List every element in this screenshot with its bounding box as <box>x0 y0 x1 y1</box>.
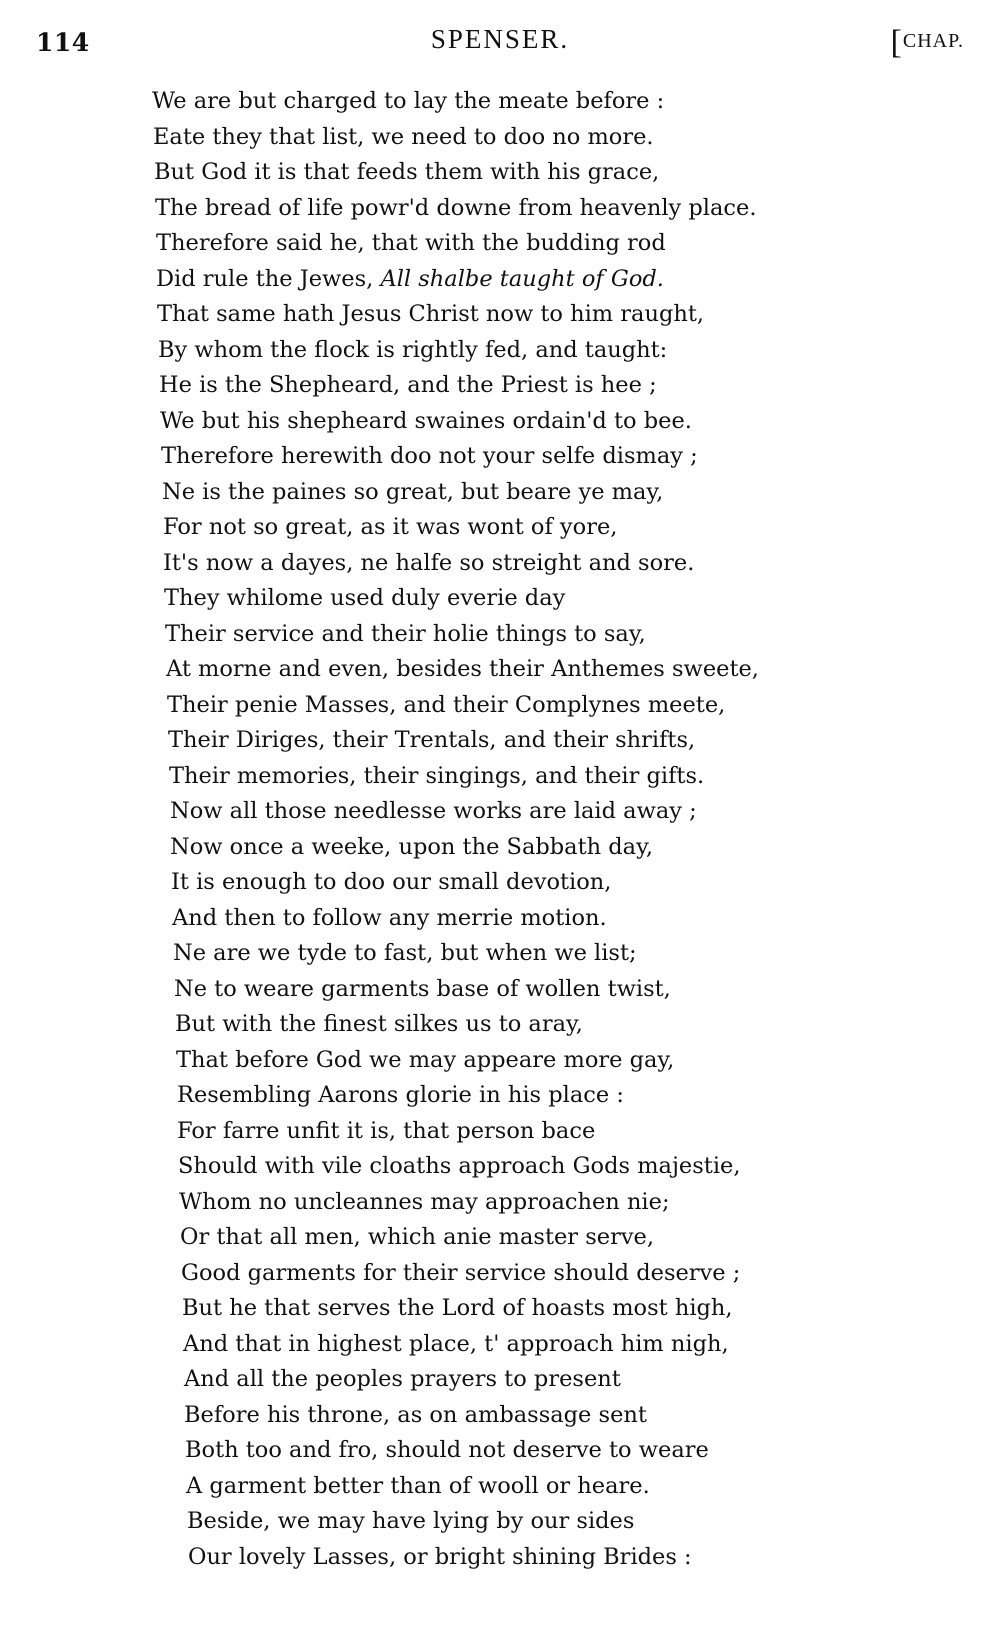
verse-line-text: And all the peoples prayers to present <box>184 1366 621 1392</box>
verse-line-text: Both too and fro, should not deserve to weare <box>185 1437 709 1463</box>
verse-line-text: Therefore herewith doo not your selfe dismay ; <box>161 443 698 469</box>
verse-line <box>0 830 1000 866</box>
verse-line <box>0 1114 1000 1150</box>
verse-line-text: We but his shepheard swaines ordain'd to bee. <box>160 407 692 434</box>
verse-line-italic: All shalbe taught of God. <box>380 265 664 292</box>
verse-line <box>0 1327 1000 1363</box>
verse-line-text: And then to follow any merrie motion. <box>172 904 607 931</box>
verse-line-text: That same hath Jesus Christ now to him raught, <box>157 301 705 327</box>
verse-line <box>0 1149 1000 1185</box>
verse-line <box>0 688 1000 724</box>
verse-line <box>0 1362 1000 1398</box>
verse-line-text: Their penie Masses, and their Complynes meete, <box>167 691 726 718</box>
verse-line <box>0 936 1000 972</box>
verse-line <box>0 652 1000 688</box>
page-number: 114 <box>36 28 90 57</box>
verse-line-text: But he that serves the Lord of hoasts most high, <box>182 1295 733 1321</box>
verse-line-text: Ne to weare garments base of wollen twist, <box>174 975 671 1002</box>
verse-line <box>0 155 1000 191</box>
verse-block <box>0 84 1000 1575</box>
verse-line <box>0 262 1000 298</box>
verse-line <box>0 723 1000 759</box>
verse-line <box>0 1540 1000 1576</box>
verse-line-text: Resembling Aarons glorie in his place : <box>177 1082 624 1108</box>
verse-line <box>0 1398 1000 1434</box>
verse-line <box>0 120 1000 156</box>
verse-line <box>0 1007 1000 1043</box>
verse-line-text: It's now a dayes, ne halfe so streight and sore. <box>163 549 695 576</box>
chapter-label: CHAP. <box>902 30 964 52</box>
verse-line <box>0 475 1000 511</box>
verse-line <box>0 191 1000 227</box>
verse-line-text: For farre unfit it is, that person bace <box>177 1117 596 1144</box>
verse-line <box>0 404 1000 440</box>
verse-line <box>0 333 1000 369</box>
verse-line <box>0 617 1000 653</box>
verse-line-text: Our lovely Lasses, or bright shining Brides : <box>188 1543 692 1570</box>
verse-line-text: The bread of life powr'd downe from heavenly place. <box>155 194 757 221</box>
verse-line-text: Eate they that list, we need to doo no more. <box>153 123 654 150</box>
verse-line <box>0 901 1000 937</box>
verse-line-text: For not so great, as it was wont of yore, <box>163 514 618 540</box>
verse-line-text: He is the Shepheard, and the Priest is hee ; <box>159 372 657 398</box>
verse-line-text: Whom no uncleannes may approachen nie; <box>179 1188 670 1215</box>
verse-line-text: By whom the flock is rightly fed, and taught: <box>158 336 668 363</box>
verse-line <box>0 368 1000 404</box>
verse-line-text: Their Diriges, their Trentals, and their shrifts, <box>168 727 696 753</box>
running-title: SPENSER. <box>430 24 570 54</box>
verse-line <box>0 1220 1000 1256</box>
verse-line <box>0 226 1000 262</box>
verse-line-text: Their service and their holie things to say, <box>165 620 646 647</box>
verse-line <box>0 297 1000 333</box>
verse-line-text: But God it is that feeds them with his grace, <box>154 159 660 185</box>
verse-line <box>0 1256 1000 1292</box>
chapter-mark <box>891 24 964 62</box>
verse-line <box>0 84 1000 120</box>
verse-line <box>0 439 1000 475</box>
chapter-bracket: [ <box>890 24 903 61</box>
verse-line-text: Now all those needlesse works are laid away ; <box>170 798 697 824</box>
verse-line-text: It is enough to doo our small devotion, <box>171 869 612 895</box>
verse-line <box>0 1433 1000 1469</box>
verse-line-text: But with the finest silkes us to aray, <box>175 1011 583 1037</box>
verse-line <box>0 546 1000 582</box>
verse-line-text: Ne are we tyde to fast, but when we list; <box>173 940 637 966</box>
verse-line-text: Should with vile cloaths approach Gods majestie, <box>178 1153 741 1179</box>
verse-line-text: That before God we may appeare more gay, <box>176 1046 675 1073</box>
verse-line <box>0 510 1000 546</box>
verse-line-text: Before his throne, as on ambassage sent <box>184 1401 647 1428</box>
verse-line <box>0 1185 1000 1221</box>
verse-line <box>0 1291 1000 1327</box>
verse-line-text: Their memories, their singings, and their gifts. <box>169 762 705 789</box>
verse-line-text: And that in highest place, t' approach him nigh, <box>183 1330 729 1357</box>
verse-line-text: Therefore said he, that with the budding rod <box>156 230 666 256</box>
verse-line-text: At morne and even, besides their Anthemes sweete, <box>166 656 759 682</box>
verse-line <box>0 1078 1000 1114</box>
verse-line-text: We are but charged to lay the meate before : <box>152 88 665 114</box>
verse-line <box>0 794 1000 830</box>
verse-line <box>0 1043 1000 1079</box>
verse-line <box>0 865 1000 901</box>
verse-line-text: Or that all men, which anie master serve, <box>180 1224 655 1250</box>
verse-line <box>0 759 1000 795</box>
verse-line <box>0 972 1000 1008</box>
verse-line <box>0 581 1000 617</box>
verse-line-text: Ne is the paines so great, but beare ye may, <box>162 478 664 505</box>
running-head <box>36 24 964 64</box>
verse-line-text: A garment better than of wooll or heare. <box>186 1472 650 1499</box>
verse-line-text: Good garments for their service should deserve ; <box>181 1259 741 1286</box>
verse-line-text: They whilome used duly everie day <box>164 585 566 611</box>
verse-line <box>0 1469 1000 1505</box>
verse-line-text: Now once a weeke, upon the Sabbath day, <box>170 833 653 860</box>
verse-line-text: Beside, we may have lying by our sides <box>187 1508 635 1534</box>
verse-line-text: Did rule the Jewes, <box>156 265 381 292</box>
verse-line <box>0 1504 1000 1540</box>
